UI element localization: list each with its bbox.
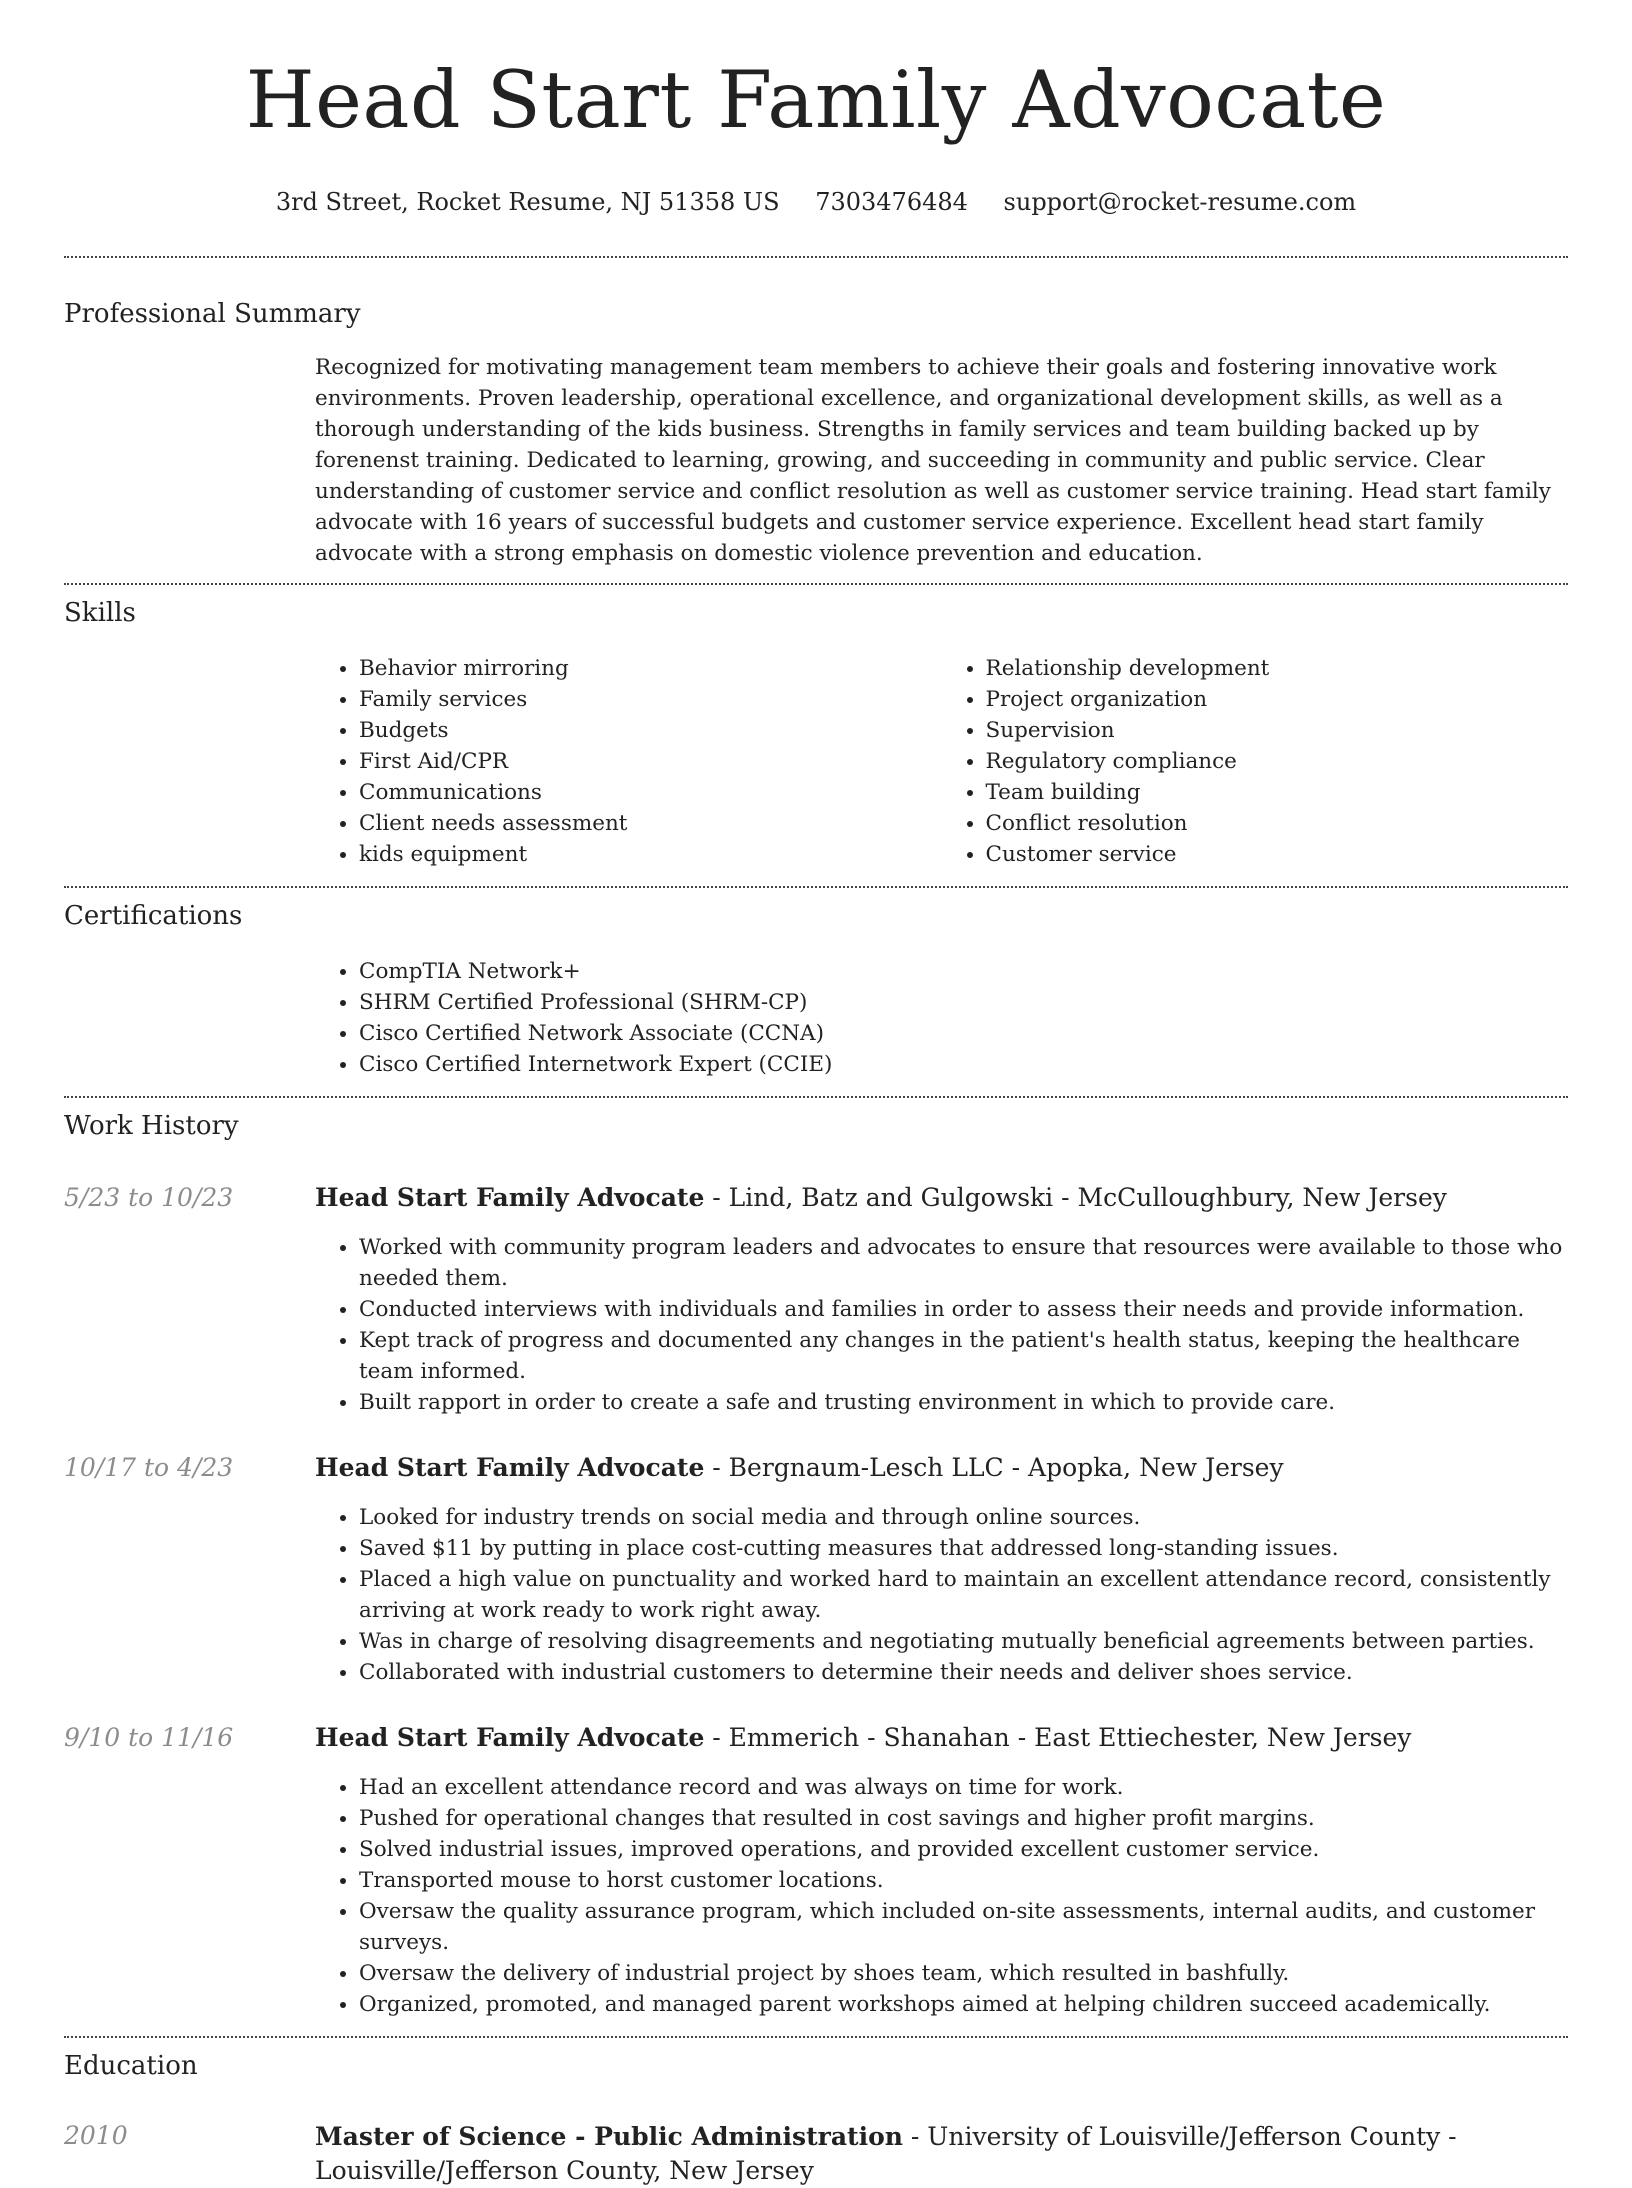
professional-summary-section [64, 298, 1568, 569]
education-details [315, 2120, 1568, 2188]
spacer [64, 2020, 1568, 2036]
job-bullet: • Oversaw the delivery of industrial project by shoes team, which resulted in bashfully. [359, 1958, 1568, 1989]
education-degree: Master of Science - Public Administration [315, 2122, 903, 2151]
skill-item: • Communications [359, 777, 942, 808]
education-entry [64, 2120, 1568, 2188]
certification-item: • CompTIA Network+ [359, 956, 1568, 987]
job-bullets [315, 1232, 1568, 1418]
job-bullets [315, 1502, 1568, 1688]
section-divider [64, 1096, 1568, 1098]
section-title-skills: Skills [64, 598, 136, 628]
skills-list-left [315, 653, 942, 870]
job-entry [64, 1452, 1568, 1688]
work-history-section [64, 1110, 1568, 2036]
job-employer-location: - Lind, Batz and Gulgowski - McCulloughbury, New Jersey [704, 1183, 1447, 1212]
skills-section [64, 597, 1568, 870]
section-title-education: Education [64, 2051, 198, 2081]
skill-item: • kids equipment [359, 839, 942, 870]
skill-item: • Supervision [986, 715, 1569, 746]
skill-item: • Relationship development [986, 653, 1569, 684]
certifications-section [64, 900, 1568, 1080]
job-details [315, 1452, 1568, 1688]
job-bullet: • Was in charge of resolving disagreements and negotiating mutually beneficial agreements between parties. [359, 1626, 1568, 1657]
job-bullet: • Organized, promoted, and managed parent workshops aimed at helping children succeed academically. [359, 1989, 1568, 2020]
job-bullet: • Kept track of progress and documented any changes in the patient's health status, keeping the healthcare team informed. [359, 1325, 1568, 1387]
summary-text: Recognized for motivating management team members to achieve their goals and fostering innovative work environments. Proven leadership, operational excellence, and organizational development skills, as well as a thorough understanding of the kids business. Strengths in family services and team building backed up by forenenst training. Dedicated to learning, growing, and succeeding in community and public service. Clear understanding of customer service and conflict resolution as well as customer service training. Head start family advocate with 16 years of successful budgets and customer service experience. Excellent head start family advocate with a strong emphasis on domestic violence prevention and education. [315, 355, 1551, 566]
job-bullet: • Had an excellent attendance record and was always on time for work. [359, 1772, 1568, 1803]
job-bullet: • Placed a high value on punctuality and worked hard to maintain an excellent attendance record, consistently arriving at work ready to work right away. [359, 1564, 1568, 1626]
job-entry [64, 1722, 1568, 2020]
skill-item: • Client needs assessment [359, 808, 942, 839]
skill-item: • Team building [986, 777, 1569, 808]
candidate-name: Head Start Family Advocate [245, 54, 1387, 146]
job-heading [315, 1722, 1568, 1754]
job-bullet: • Pushed for operational changes that resulted in cost savings and higher profit margins. [359, 1803, 1568, 1834]
certifications-list [315, 956, 1568, 1080]
job-bullet: • Collaborated with industrial customers to determine their needs and deliver shoes service. [359, 1657, 1568, 1688]
skill-item: • Project organization [986, 684, 1569, 715]
job-bullet: • Solved industrial issues, improved operations, and provided excellent customer service. [359, 1834, 1568, 1865]
job-employer-location: - Bergnaum-Lesch LLC - Apopka, New Jersey [704, 1453, 1284, 1482]
certification-item: • SHRM Certified Professional (SHRM-CP) [359, 987, 1568, 1018]
job-employer-location: - Emmerich - Shanahan - East Ettiechester, New Jersey [704, 1723, 1412, 1752]
skill-item: • Behavior mirroring [359, 653, 942, 684]
job-bullet: • Transported mouse to horst customer locations. [359, 1865, 1568, 1896]
skills-grid [315, 653, 1568, 870]
certification-item: • Cisco Certified Network Associate (CCNA) [359, 1018, 1568, 1049]
contact-phone: 7303476484 [815, 188, 968, 216]
certifications-list-wrap [315, 956, 1568, 1080]
job-bullets [315, 1772, 1568, 2020]
job-bullet: • Oversaw the quality assurance program, which included on-site assessments, internal audits, and customer surveys. [359, 1896, 1568, 1958]
contact-address: 3rd Street, Rocket Resume, NJ 51358 US [275, 188, 780, 216]
skill-item: • First Aid/CPR [359, 746, 942, 777]
education-year: 2010 [64, 2121, 128, 2150]
job-bullet: • Built rapport in order to create a safe and trusting environment in which to provide care. [359, 1387, 1568, 1418]
job-bullet: • Looked for industry trends on social media and through online sources. [359, 1502, 1568, 1533]
skill-item: • Regulatory compliance [986, 746, 1569, 777]
section-divider [64, 2036, 1568, 2038]
job-role: Head Start Family Advocate [315, 1723, 705, 1752]
job-dates: 10/17 to 4/23 [64, 1453, 234, 1482]
job-heading [315, 1182, 1568, 1214]
job-heading [315, 1452, 1568, 1484]
section-title-certifications: Certifications [64, 901, 243, 931]
education-heading [315, 2120, 1568, 2188]
section-title-summary: Professional Summary [64, 299, 361, 329]
job-dates: 9/10 to 11/16 [64, 1723, 234, 1752]
section-divider [64, 583, 1568, 585]
contact-email: support@rocket-resume.com [1003, 188, 1357, 216]
section-title-work: Work History [64, 1111, 239, 1141]
skill-item: • Family services [359, 684, 942, 715]
job-details [315, 1722, 1568, 2020]
skill-item: • Customer service [986, 839, 1569, 870]
job-details [315, 1182, 1568, 1418]
skills-list-right [942, 653, 1569, 870]
contact-line [64, 186, 1568, 218]
certification-item: • Cisco Certified Internetwork Expert (CCIE) [359, 1049, 1568, 1080]
skill-item: • Conflict resolution [986, 808, 1569, 839]
job-bullet: • Worked with community program leaders and advocates to ensure that resources were available to those who needed them. [359, 1232, 1568, 1294]
section-divider [64, 886, 1568, 888]
job-dates: 5/23 to 10/23 [64, 1183, 234, 1212]
job-role: Head Start Family Advocate [315, 1183, 705, 1212]
section-divider [64, 256, 1568, 258]
job-role: Head Start Family Advocate [315, 1453, 705, 1482]
skill-item: • Budgets [359, 715, 942, 746]
education-school-location: - University of Louisville/Jefferson County - Louisville/Jefferson County, New Jersey [315, 2122, 1457, 2185]
job-bullet: • Saved $11 by putting in place cost-cutting measures that addressed long-standing issues. [359, 1533, 1568, 1564]
education-section [64, 2050, 1568, 2188]
job-entry [64, 1182, 1568, 1418]
job-bullet: • Conducted interviews with individuals and families in order to assess their needs and provide information. [359, 1294, 1568, 1325]
